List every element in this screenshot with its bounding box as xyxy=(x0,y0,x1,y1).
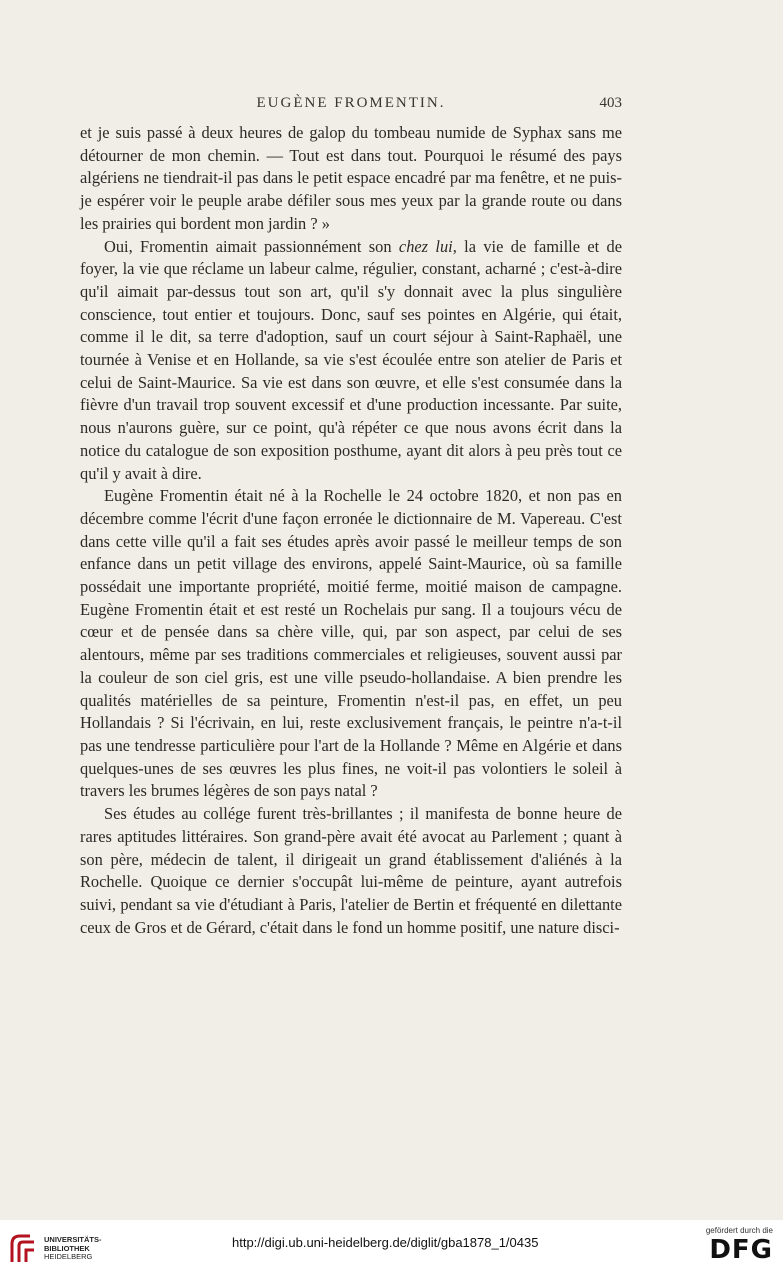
page-header xyxy=(80,95,622,119)
library-name-line: UNIVERSITÄTS- xyxy=(44,1235,102,1244)
paragraph-text: Oui, Fromentin aimait passionnément son xyxy=(104,236,399,256)
dfg-logo[interactable] xyxy=(687,1226,773,1270)
italic-text: chez lui xyxy=(398,236,453,256)
library-name-line: BIBLIOTHEK xyxy=(44,1243,90,1253)
paragraph-text: Eugène Fromentin était né à la Rochelle le 24 octobre 1820, et non pas en décembre comme l'écrit d'une façon erronée le dictionnaire de M. Vapereau. C'est dans cette ville qu'il a fait ses études après avoir passé le meilleur temps de son enfance dans un petit village des environs, appelé Saint-Maurice, où sa famille possédait une importante propriété, moitié ferme, moitié maison de campagne. Eugène Fromentin était et est resté un Rochelais pur sang. Il a toujours vécu de cœur et de pensée dans sa chère ville, qui, par son aspect, par celui de ses alentours, même par ses traditions commerciales et religieuses, souvent aussi par la couleur de son ciel gris, est une ville pseudo-hollandaise. A bien prendre les qualités matérielles de sa peinture, Fromentin n'est-il pas, en effet, un peu Hollandais ? Si l'écrivain, en lui, reste exclusivement français, le peintre n'a-t-il pas une tendresse particulière pour l'art de la Hollande ? Même en Algérie et dans quelques-unes de ses œuvres les plus fines, ne voit-il pas volontiers le soleil à travers les brumes légères de son pays natal ? xyxy=(80,486,622,801)
library-emblem-icon xyxy=(8,1232,38,1266)
footer-bar xyxy=(0,1220,783,1277)
paragraph xyxy=(80,122,622,236)
library-name xyxy=(44,1236,102,1262)
body-text xyxy=(80,122,622,939)
paragraph xyxy=(80,236,622,486)
paragraph xyxy=(80,803,622,939)
paragraph-text: , la vie de famille et de foyer, la vie que réclame un labeur calme, régulier, constant, acharné ; c'est-à-dire qu'il aimait par-dessus tout son art, qu'il s'y donnait avec la plus singulière conscience, tout entier et toujours. Donc, sauf ses pointes en Algérie, qui était, comme il le dit, sa terre d'adoption, sauf un court séjour à Saint-Raphaël, une tournée à Venise et en Hollande, sa vie s'est écoulée entre son atelier de Paris et celui de Saint-Maurice. Sa vie est dans son œuvre, et elle s'est consumée dans la fièvre d'un travail trop souvent excessif et d'une production incessante. Par suite, nous n'aurons guère, sur ce point, qu'à répéter ce que nous avons écrit dans la notice du catalogue de son exposition posthume, ayant dit alors à peu près tout ce qu'il y avait à dire. xyxy=(80,236,623,483)
library-name-line: HEIDELBERG xyxy=(44,1252,93,1261)
paragraph-text: Ses études au collége furent très-brillantes ; il manifesta de bonne heure de rares aptitudes littéraires. Son grand-père avait été avocat au Parlement ; quant à son père, médecin de talent, il dirigeait un grand établissement d'aliénés à la Rochelle. Quoique ce dernier s'occupât lui-même de peinture, ayant autrefois suivi, pendant sa vie d'étudiant à Paris, l'atelier de Bertin et fréquenté en dilettante ceux de Gros et de Gérard, c'était dans le fond un homme positif, une nature disci- xyxy=(80,804,622,937)
funding-label: gefördert durch die xyxy=(705,1226,773,1235)
dfg-wordmark: DFG xyxy=(709,1235,773,1265)
page-number: 403 xyxy=(599,95,622,111)
paragraph xyxy=(80,485,622,803)
paragraph-text: et je suis passé à deux heures de galop du tombeau numide de Syphax sans me détourner de mon chemin. — Tout est dans tout. Pourquoi le résumé des pays algériens ne tiendrait-il pas dans le petit espace encadré par ma fenêtre, et ne puis-je espérer voir le peuple arabe défiler sous mes yeux par la grande route ou dans les prairies qui bordent mon jardin ? » xyxy=(80,123,622,233)
document-url-link[interactable]: http://digi.ub.uni-heidelberg.de/diglit/gba1878_1/0435 xyxy=(232,1235,539,1250)
library-logo[interactable] xyxy=(8,1230,128,1270)
running-title: EUGÈNE FROMENTIN. xyxy=(256,95,446,111)
